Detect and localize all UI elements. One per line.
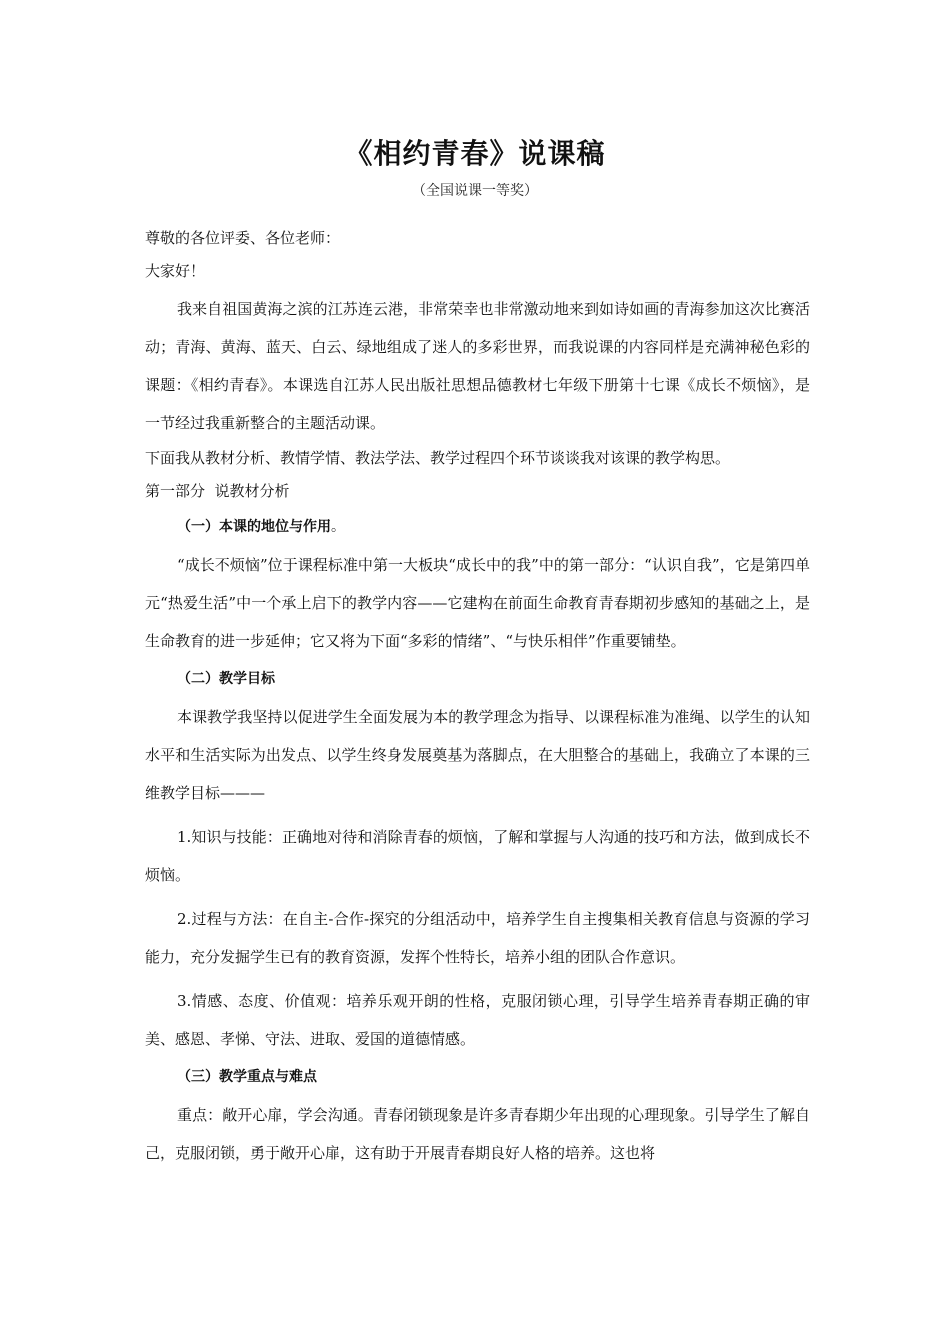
section-1-heading-text: （一）本课的地位与作用 <box>177 519 331 535</box>
section-2-heading: （二）教学目标 <box>177 671 275 687</box>
greeting: 大家好！ <box>145 262 206 280</box>
goal-2-paragraph: 2.过程与方法：在自主-合作-探究的分组活动中，培养学生自主搜集相关教育信息与资源的学习能力，充分发掘学生已有的教育资源，发挥个性特长，培养小组的团队合作意识。 <box>145 910 810 966</box>
intro-paragraph: 我来自祖国黄海之滨的江苏连云港，非常荣幸也非常激动地来到如诗如画的青海参加这次比赛活动；青海、黄海、蓝天、白云、绿地组成了迷人的多彩世界，而我说课的内容同样是充满神秘色彩的课题：《相约青春》。本课选自江苏人民出版社思想品德教材七年级下册第十七课《成长不烦恼》，是一节经过我重新整合的主题活动课。 <box>145 300 810 432</box>
section-2-paragraph: 本课教学我坚持以促进学生全面发展为本的教学理念为指导、以课程标准为准绳、以学生的认知水平和生活实际为出发点、以学生终身发展奠基为落脚点，在大胆整合的基础上，我确立了本课的三维教学目标——— <box>145 708 810 802</box>
section-3-heading: （三）教学重点与难点 <box>177 1069 317 1085</box>
document-subtitle: （全国说课一等奖） <box>412 183 538 199</box>
section-1-paragraph: “成长不烦恼”位于课程标准中第一大板块“成长中的我”中的第一部分：“认识自我”，它是第四单元“热爱生活”中一个承上启下的教学内容——它建构在前面生命教育青春期初步感知的基础之上，是生命教育的进一步延伸；它又将为下面“多彩的情绪”、“与快乐相伴”作重要铺垫。 <box>145 556 810 650</box>
part-one-heading: 第一部分 说教材分析 <box>145 482 290 500</box>
salutation: 尊敬的各位评委、各位老师： <box>145 229 341 247</box>
section-1-heading <box>145 508 810 546</box>
overview-paragraph: 下面我从教材分析、教情学情、教法学法、教学过程四个环节谈谈我对该课的教学构思。 <box>145 449 731 467</box>
section-3-paragraph: 重点：敞开心扉，学会沟通。青春闭锁现象是许多青春期少年出现的心理现象。引导学生了解自己，克服闭锁，勇于敞开心扉，这有助于开展青春期良好人格的培养。这也将 <box>145 1106 810 1162</box>
goal-3-paragraph: 3.情感、态度、价值观：培养乐观开朗的性格，克服闭锁心理，引导学生培养青春期正确的审美、感恩、孝悌、守法、进取、爱国的道德情感。 <box>145 992 810 1048</box>
section-1-heading-end: 。 <box>331 519 345 535</box>
goal-1-paragraph: 1.知识与技能：正确地对待和消除青春的烦恼，了解和掌握与人沟通的技巧和方法，做到成长不烦恼。 <box>145 828 810 884</box>
document-title: 《相约青春》说课稿 <box>344 137 606 170</box>
document-body <box>145 222 810 1172</box>
